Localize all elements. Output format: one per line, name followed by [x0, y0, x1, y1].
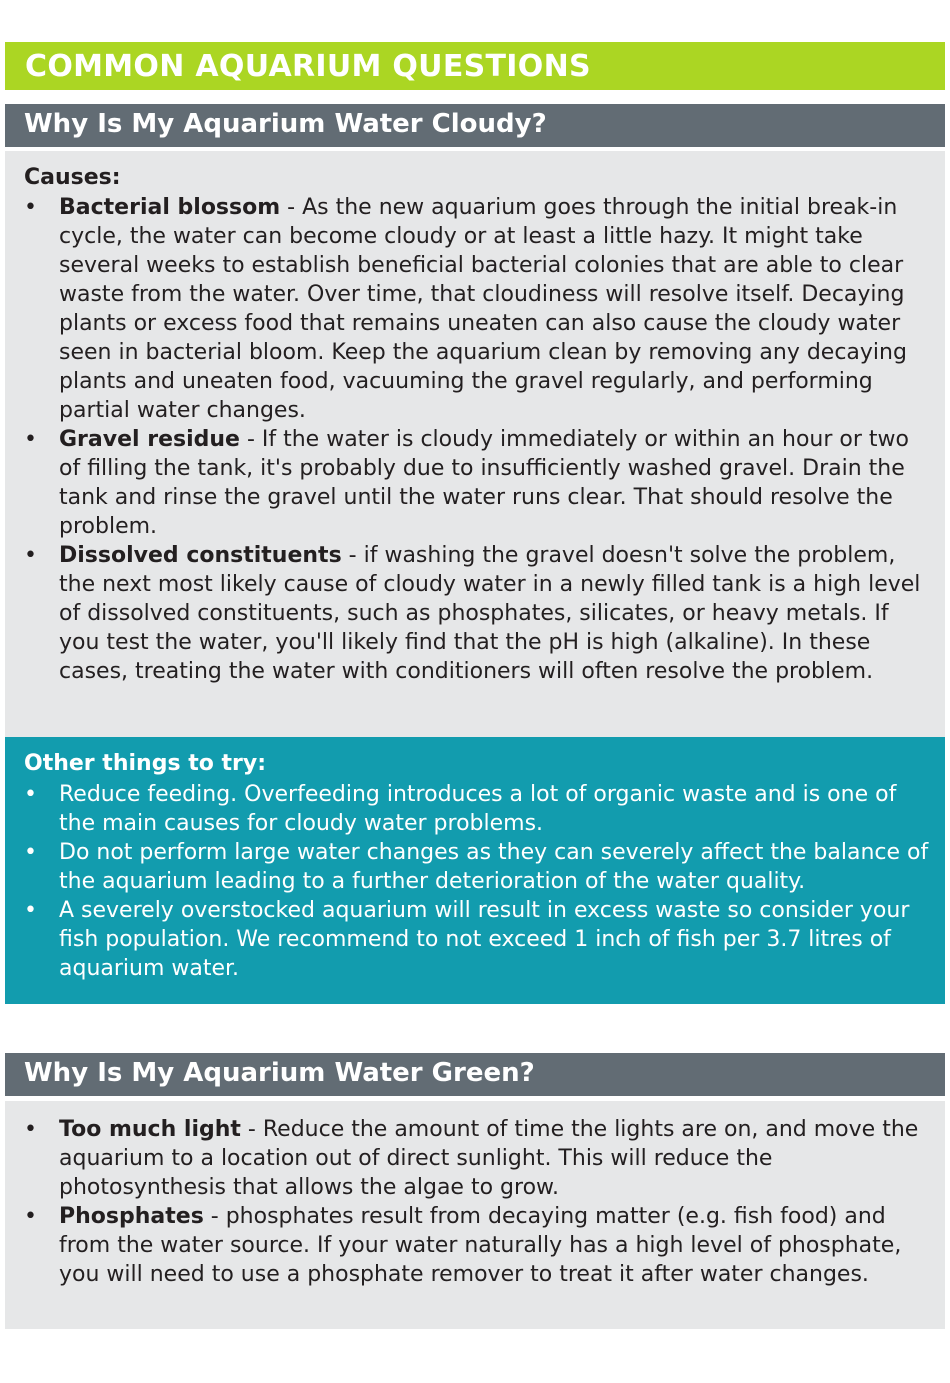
bullet-icon: •: [24, 1204, 37, 1229]
cause-text: - If the water is cloudy immediately or within an hour or two of filling the tank, it's probably due to insufficiently washed gravel. Drain the tank and rinse the gravel until the water runs clear. That should resolve the problem.: [59, 427, 909, 539]
bullet-icon: •: [24, 782, 37, 807]
list-item: [5, 838, 945, 896]
green-causes-panel: [5, 1101, 945, 1329]
tip-text: A severely overstocked aquarium will result in excess waste so consider your fish population. We recommend to not exceed 1 inch of fish per 3.7 litres of aquarium water.: [59, 898, 910, 981]
cause-text: - phosphates result from decaying matter (e.g. fish food) and from the water source. If your water naturally has a high level of phosphate, you will need to use a phosphate remover to treat it after water changes.: [59, 1204, 902, 1287]
cause-text: - Reduce the amount of time the lights are on, and move the aquarium to a location out of direct sunlight. This will reduce the photosynthesis that allows the algae to grow.: [59, 1117, 919, 1200]
cloudy-section-title: Why Is My Aquarium Water Cloudy?: [24, 109, 547, 139]
cause-term: Gravel residue: [59, 427, 240, 452]
bullet-icon: •: [24, 427, 37, 452]
page-title: COMMON AQUARIUM QUESTIONS: [25, 49, 591, 84]
list-item: [5, 193, 945, 425]
other-things-list: [5, 780, 945, 983]
causes-label: Causes:: [24, 165, 121, 190]
bullet-icon: •: [24, 1117, 37, 1142]
cause-term: Phosphates: [59, 1204, 204, 1229]
green-section-header: [5, 1053, 945, 1096]
cause-term: Dissolved constituents: [59, 543, 342, 568]
cloudy-section-header: [5, 104, 945, 147]
tip-text: Do not perform large water changes as they can severely affect the balance of the aquarium leading to a further deterioration of the water quality.: [59, 840, 929, 894]
other-things-panel: [5, 737, 945, 1004]
list-item: [5, 425, 945, 541]
cause-text: - As the new aquarium goes through the initial break-in cycle, the water can become cloudy or at least a little hazy. It might take several weeks to establish beneficial bacterial colonies that are able to clear waste from the water. Over time, that cloudiness will resolve itself. Decaying plants or excess food that remains uneaten can also cause the cloudy water seen in bacterial bloom. Keep the aquarium clean by removing any decaying plants and uneaten food, vacuuming the gravel regularly, and performing partial water changes.: [59, 195, 907, 423]
bullet-icon: •: [24, 543, 37, 568]
list-item: [5, 1202, 945, 1289]
green-section-title: Why Is My Aquarium Water Green?: [24, 1058, 535, 1088]
bullet-icon: •: [24, 840, 37, 865]
page-banner: [5, 42, 945, 90]
list-item: [5, 780, 945, 838]
cause-term: Too much light: [59, 1117, 241, 1142]
bullet-icon: •: [24, 898, 37, 923]
list-item: [5, 1115, 945, 1202]
tip-text: Reduce feeding. Overfeeding introduces a lot of organic waste and is one of the main causes for cloudy water problems.: [59, 782, 897, 836]
green-causes-list: [5, 1115, 945, 1289]
other-things-label: Other things to try:: [24, 751, 266, 776]
bullet-icon: •: [24, 195, 37, 220]
list-item: [5, 541, 945, 686]
causes-panel: [5, 151, 945, 737]
cause-text: - if washing the gravel doesn't solve the problem, the next most likely cause of cloudy water in a newly filled tank is a high level of dissolved constituents, such as phosphates, silicates, or heavy metals. If you test the water, you'll likely find that the pH is high (alkaline). In these cases, treating the water with conditioners will often resolve the problem.: [59, 543, 921, 684]
cause-term: Bacterial blossom: [59, 195, 281, 220]
causes-list: [5, 193, 945, 686]
list-item: [5, 896, 945, 983]
